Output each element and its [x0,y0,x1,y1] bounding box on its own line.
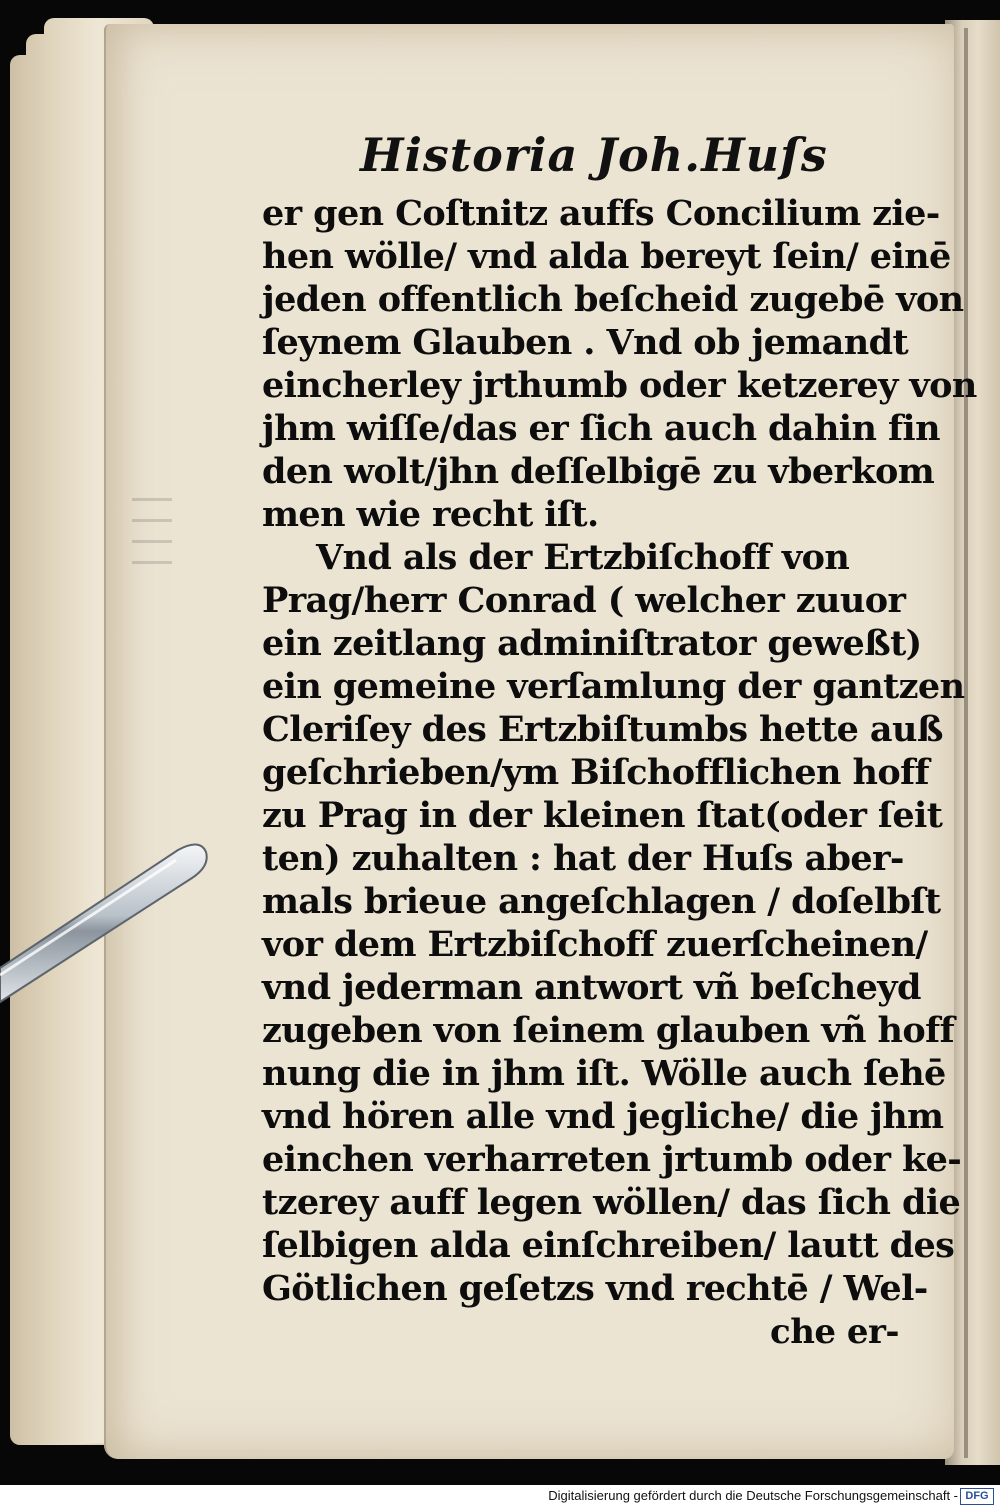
text-line: vnd jederman antwort vñ beſcheyd [262,967,921,1008]
text-line: mals brieue angeſchlagen / doſelbſt [262,881,941,922]
text-line: jeden offentlich beſcheid zugebē von [262,279,964,320]
text-line: vor dem Ertzbiſchoff zuerſcheinen/ [262,924,928,965]
text-line: eincherley jrthumb oder ketzerey von [262,365,977,406]
text-line: er gen Coſtnitz auffs Concilium zie- [262,193,940,234]
text-line: Götlichen geſetzs vnd rechtē / Wel- [262,1268,928,1309]
text-line: nung die in jhm iſt. Wölle auch ſehē [262,1053,946,1094]
footer-bar [0,1485,1000,1507]
text-line: tzerey auff legen wöllen/ das ſich die [262,1182,961,1223]
text-line: ein zeitlang adminiſtrator geweßt) [262,623,922,664]
dfg-logo: DFG [960,1488,994,1505]
text-line: ſelbigen alda einſchreiben/ lautt des [262,1225,955,1266]
text-line: ten) zuhalten : hat der Huſs aber- [262,838,904,879]
text-line: Prag/herr Conrad ( welcher zuuor [262,580,906,621]
text-line: zugeben von ſeinem glauben vñ hoff [262,1010,955,1051]
text-line: den wolt/jhn deſſelbigē zu vberkom [262,451,935,492]
text-line: einchen verharreten jrtumb oder ke- [262,1139,962,1180]
credit-text: Digitalisierung gefördert durch die Deutsche Forschungsgemeinschaft - [548,1488,958,1503]
text-line: geſchrieben/ym Biſchofflichen hoff [262,752,929,793]
text-line: ein gemeine verſamlung der gantzen [262,666,965,707]
text-line: zu Prag in der kleinen ſtat(oder ſeit [262,795,943,836]
text-line: vnd hören alle vnd jegliche/ die jhm [262,1096,944,1137]
text-line: hen wölle/ vnd alda bereyt ſein/ einē [262,236,951,277]
running-head: Historia Joh.Huſs [360,128,828,182]
paragraph-first-line: Vnd als der Ertzbiſchoff von [316,537,850,578]
catchword: che er- [770,1312,900,1352]
text-line: Cleriſey des Ertzbiſtumbs hette auß [262,709,943,750]
text-line: men wie recht iſt. [262,494,599,535]
text-line: jhm wiſſe/das er ſich auch dahin fin [262,408,940,449]
text-line: ſeynem Glauben . Vnd ob jemandt [262,322,909,363]
